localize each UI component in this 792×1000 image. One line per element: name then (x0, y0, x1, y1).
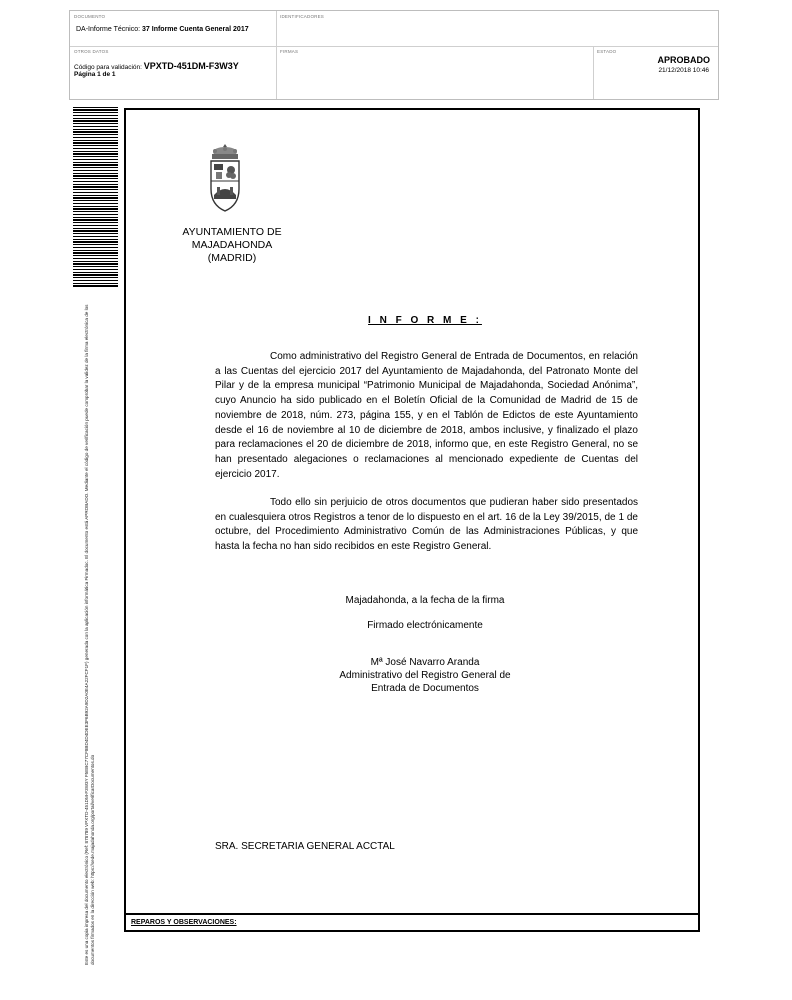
body-paragraph: Todo ello sin perjuicio de otros documentos que pudieran haber sido presentados en cualesquiera otros Registros a tenor de lo dispuesto en el art. 16 de la Ley 39/2015, de 1 de octubre, del Procedimiento Administrativo Común de las Administraciones Públicas, y que hasta la fecha no han sido recibidos en este Registro General. (215, 497, 638, 553)
signature-note: Firmado electrónicamente (367, 620, 483, 631)
letterhead-line: (MADRID) (207, 252, 257, 264)
otros-datos-cell (70, 46, 276, 101)
status-date: 21/12/2018 10:46 (658, 67, 710, 74)
documento-cell (70, 11, 276, 46)
otros-datos-label: OTROS DATOS (74, 49, 109, 54)
letterhead-line: AYUNTAMIENTO DE (182, 226, 282, 238)
verification-sidetext: Este es una copia impresa del documento electrónico (Ref: 878789 VPXTD-451DM-F3W3Y F5EBC77CF8BD4D4DEE3F6B92A9D2A0E4A22FCF1F) generada con la aplicación informática Firmadoc. El documento está APROBADO. Mediante el código de verificación puede comprobar la validez de la firma electrónica de los documentos firmados en la dirección web: https://sede.majadahonda.org/portal/verificarDocumentos.do (84, 304, 95, 965)
place-date: Majadahonda, a la fecha de la firma (345, 595, 505, 606)
recipient: SRA. SECRETARIA GENERAL ACCTAL (215, 841, 395, 852)
validation-code: Código para validación: VPXTD-451DM-F3W3Y (74, 61, 239, 71)
firmas-label: FIRMAS (280, 49, 299, 54)
document-title: DA-Informe Técnico: 37 Informe Cuenta General 2017 (76, 26, 249, 33)
municipality-letterhead (158, 226, 306, 265)
letterhead-line: MAJADAHONDA (191, 239, 273, 251)
status-badge (657, 55, 710, 74)
signer-role: Entrada de Documentos (371, 683, 479, 694)
identificadores-label: IDENTIFICADORES (280, 14, 325, 19)
signer-name: Mª José Navarro Aranda (370, 657, 480, 668)
signer-role: Administrativo del Registro General de (339, 670, 511, 681)
report-title: I N F O R M E : (368, 315, 482, 326)
coat-of-arms-icon (206, 143, 244, 213)
signer-block (300, 656, 550, 695)
documento-label: DOCUMENTO (74, 14, 106, 19)
reparos-box (124, 913, 700, 932)
firmas-cell (276, 46, 593, 101)
document-header (69, 10, 719, 100)
body-paragraph: Como administrativo del Registro General de Entrada de Documentos, en relación a las Cuentas del ejercicio 2017 del Ayuntamiento de Majadahonda, del Patronato Monte del Pilar y de la empresa municipal “Patrimonio Municipal de Majadahonda, Sociedad Anónima”, cuyo Anuncio ha sido publicado en el Boletín Oficial de la Comunidad de Madrid de 15 de noviembre de 2018, núm. 273, página 155, y en el Tablón de Edictos de este Ayuntamiento desde el 16 de noviembre al 10 de diciembre de 2018, ambos inclusive, y finalizado el plazo para reclamaciones el 20 de diciembre de 2018, informo que, en este Registro General, no se han presentado alegaciones o reclamaciones al mencionado expediente de Cuentas del ejercicio 2017. (215, 351, 638, 480)
page-count: Página 1 de 1 (74, 71, 116, 78)
estado-cell (593, 46, 720, 101)
identificadores-cell (276, 11, 720, 46)
status-value: APROBADO (657, 55, 710, 65)
reparos-label: REPAROS Y OBSERVACIONES: (131, 919, 237, 926)
barcode-image (73, 107, 118, 287)
estado-label: ESTADO (597, 49, 617, 54)
